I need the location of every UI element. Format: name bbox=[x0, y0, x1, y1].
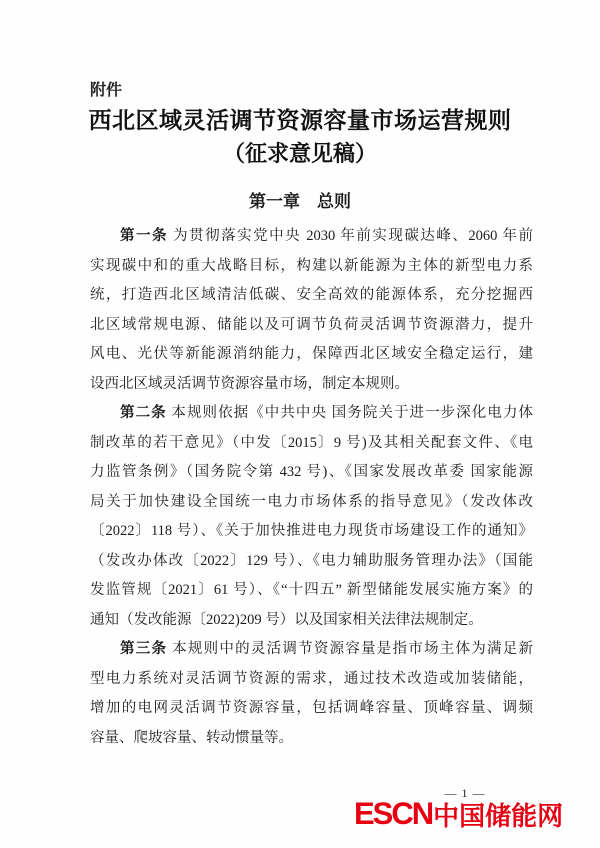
text-line: 〔2022〕118 号）、《关于加快推进电力现货市场建设工作的通知》 bbox=[90, 523, 533, 539]
logo-text-chinese: 中国储能网 bbox=[433, 800, 564, 831]
document-title: 西北区域灵活调节资源容量市场运营规则 bbox=[88, 108, 512, 133]
article-number: 第一条 bbox=[120, 228, 168, 244]
text-line: 第三条 本规则中的灵活调节资源容量是指市场主体为满足新 bbox=[120, 641, 534, 657]
text-line: 统，打造西北区域清洁低碳、安全高效的能源体系，充分挖掘西 bbox=[90, 287, 533, 303]
logo-text-latin: ESCN bbox=[354, 795, 433, 832]
text-line: 力监管条例》（国务院令第 432 号)、《国家发展改革委 国家能源 bbox=[90, 464, 533, 480]
text-line: 通知（发改能源〔2022)209 号）以及国家相关法律法规制定。 bbox=[90, 611, 483, 628]
text-line: 第一条 为贯彻落实党中央 2030 年前实现碳达峰、2060 年前 bbox=[120, 228, 533, 244]
text-line: 实现碳中和的重大战略目标，构建以新能源为主体的新型电力系 bbox=[90, 257, 533, 274]
text-line: 增加的电网灵活调节资源容量，包括调峰容量、顶峰容量、调频 bbox=[90, 700, 533, 716]
text-line: （发改办体改〔2022〕129 号）、《电力辅助服务管理办法》（国能 bbox=[90, 552, 533, 569]
text-line: 局关于加快建设全国统一电力市场体系的指导意见》（发改体改 bbox=[90, 493, 533, 510]
page-number: — 1 — bbox=[444, 786, 486, 800]
text-line: 发监管规〔2021〕61 号）、《“十四五” 新型储能发展实施方案》的 bbox=[90, 582, 533, 598]
title-block bbox=[0, 105, 600, 169]
text-line: 型电力系统对灵活调节资源的需求，通过技术改造或加装储能， bbox=[90, 670, 533, 687]
article-number: 第二条 bbox=[120, 405, 167, 421]
document-subtitle: （征求意见稿） bbox=[222, 141, 377, 166]
text-line: 第二条 本规则依据《中共中央 国务院关于进一步深化电力体 bbox=[120, 405, 534, 421]
escn-logo bbox=[354, 795, 564, 832]
body-paragraphs bbox=[90, 222, 533, 753]
text-line: 制改革的若干意见》（中发〔2015〕9 号)及其相关配套文件、《电 bbox=[90, 434, 533, 451]
text-line: 容量、爬坡容量、转动惯量等。 bbox=[90, 729, 293, 746]
article-number: 第三条 bbox=[120, 641, 168, 657]
text-line: 风电、光伏等新能源消纳能力，保障西北区域安全稳定运行，建 bbox=[90, 346, 533, 362]
text-line: 北区域常规电源、储能以及可调节负荷灵活调节资源潜力，提升 bbox=[90, 316, 533, 333]
attachment-label: 附件 bbox=[90, 82, 123, 99]
chapter-heading: 第一章 总则 bbox=[249, 192, 351, 211]
text-line: 设西北区域灵活调节资源容量市场，制定本规则。 bbox=[90, 375, 409, 392]
